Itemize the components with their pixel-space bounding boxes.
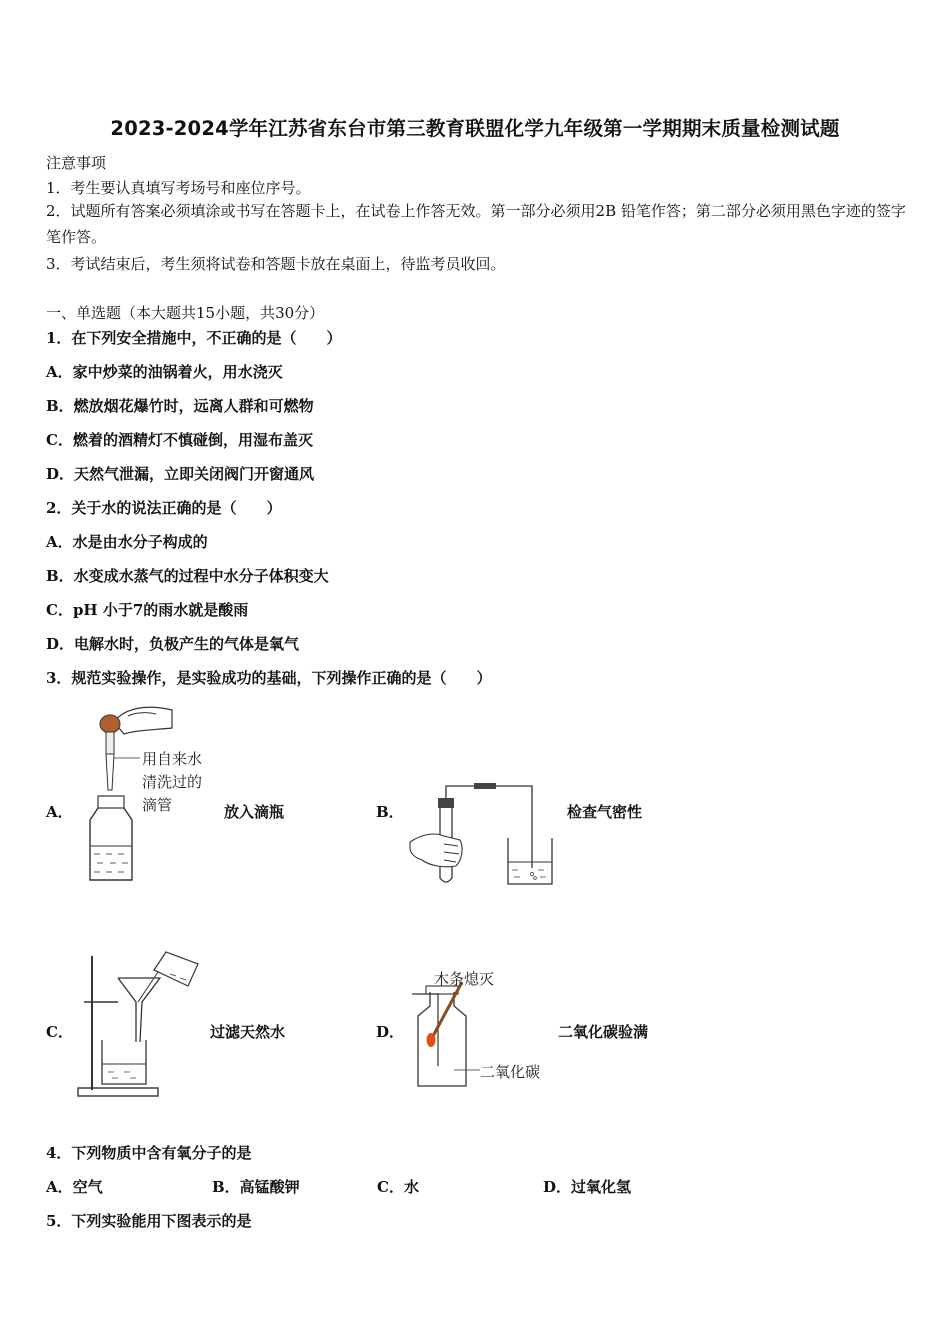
q3-stem: 3．规范实验操作，是实验成功的基础，下列操作正确的是（ ） bbox=[46, 669, 492, 687]
q1-option-b: B．燃放烟花爆竹时，远离人群和可燃物 bbox=[46, 397, 314, 415]
q2-option-d: D．电解水时，负极产生的气体是氧气 bbox=[46, 635, 300, 653]
q3-option-c-letter: C． bbox=[46, 1023, 73, 1041]
q4-option-d: D．过氧化氢 bbox=[543, 1178, 632, 1196]
q3-d-label-2: 二氧化碳 bbox=[480, 1063, 541, 1081]
q1-stem: 1．在下列安全措施中，不正确的是（ ） bbox=[46, 329, 342, 347]
q3-option-b-letter: B． bbox=[376, 803, 404, 821]
notice-heading: 注意事项 bbox=[46, 154, 107, 172]
q2-stem: 2．关于水的说法正确的是（ ） bbox=[46, 499, 282, 517]
q2-option-a: A．水是由水分子构成的 bbox=[46, 533, 208, 551]
q1-option-d: D．天然气泄漏，立即关闭阀门开窗通风 bbox=[46, 465, 315, 483]
q4-option-c: C．水 bbox=[377, 1178, 419, 1196]
q5-stem: 5．下列实验能用下图表示的是 bbox=[46, 1212, 252, 1230]
q3-c-caption: 过滤天然水 bbox=[210, 1023, 286, 1041]
notice-item-2: 2．试题所有答案必须填涂或书写在答题卡上，在试卷上作答无效。第一部分必须用2B 铅笔作答；第二部分必须用黑色字迹的签字笔作答。 bbox=[46, 202, 906, 246]
airtightness-check-diagram bbox=[404, 778, 564, 893]
q2-option-c: C．pH 小于7的雨水就是酸雨 bbox=[46, 601, 249, 619]
q3-a-label-1: 用自来水 bbox=[142, 750, 203, 768]
q3-a-label-2: 清洗过的 bbox=[142, 773, 203, 791]
q3-d-caption: 二氧化碳验满 bbox=[558, 1023, 649, 1041]
q3-b-caption: 检查气密性 bbox=[567, 803, 643, 821]
q3-a-label-3: 滴管 bbox=[142, 796, 173, 814]
q1-option-a: A．家中炒菜的油锅着火，用水浇灭 bbox=[46, 363, 283, 381]
q3-a-caption: 放入滴瓶 bbox=[224, 803, 285, 821]
co2-collection-diagram bbox=[404, 976, 484, 1092]
page-title: 2023-2024学年江苏省东台市第三教育联盟化学九年级第一学期期末质量检测试题 bbox=[110, 117, 840, 140]
section-heading: 一、单选题（本大题共15小题，共30分） bbox=[46, 304, 325, 322]
notice-item-3: 3．考试结束后，考生须将试卷和答题卡放在桌面上，待监考员收回。 bbox=[46, 255, 506, 273]
q4-stem: 4．下列物质中含有氧分子的是 bbox=[46, 1144, 252, 1162]
q3-option-d-letter: D． bbox=[376, 1023, 405, 1041]
dropper-bottle-diagram bbox=[84, 700, 224, 885]
q3-d-label-1: 木条熄灭 bbox=[434, 970, 495, 988]
q2-option-b: B．水变成水蒸气的过程中水分子体积变大 bbox=[46, 567, 329, 585]
q4-option-b: B．高锰酸钾 bbox=[212, 1178, 300, 1196]
q1-option-c: C．燃着的酒精灯不慎碰倒，用湿布盖灭 bbox=[46, 431, 313, 449]
q3-option-a-letter: A． bbox=[46, 803, 73, 821]
q4-option-a: A．空气 bbox=[46, 1178, 103, 1196]
notice-item-1: 1．考生要认真填写考场号和座位序号。 bbox=[46, 179, 311, 197]
filtration-setup-diagram bbox=[74, 946, 206, 1102]
